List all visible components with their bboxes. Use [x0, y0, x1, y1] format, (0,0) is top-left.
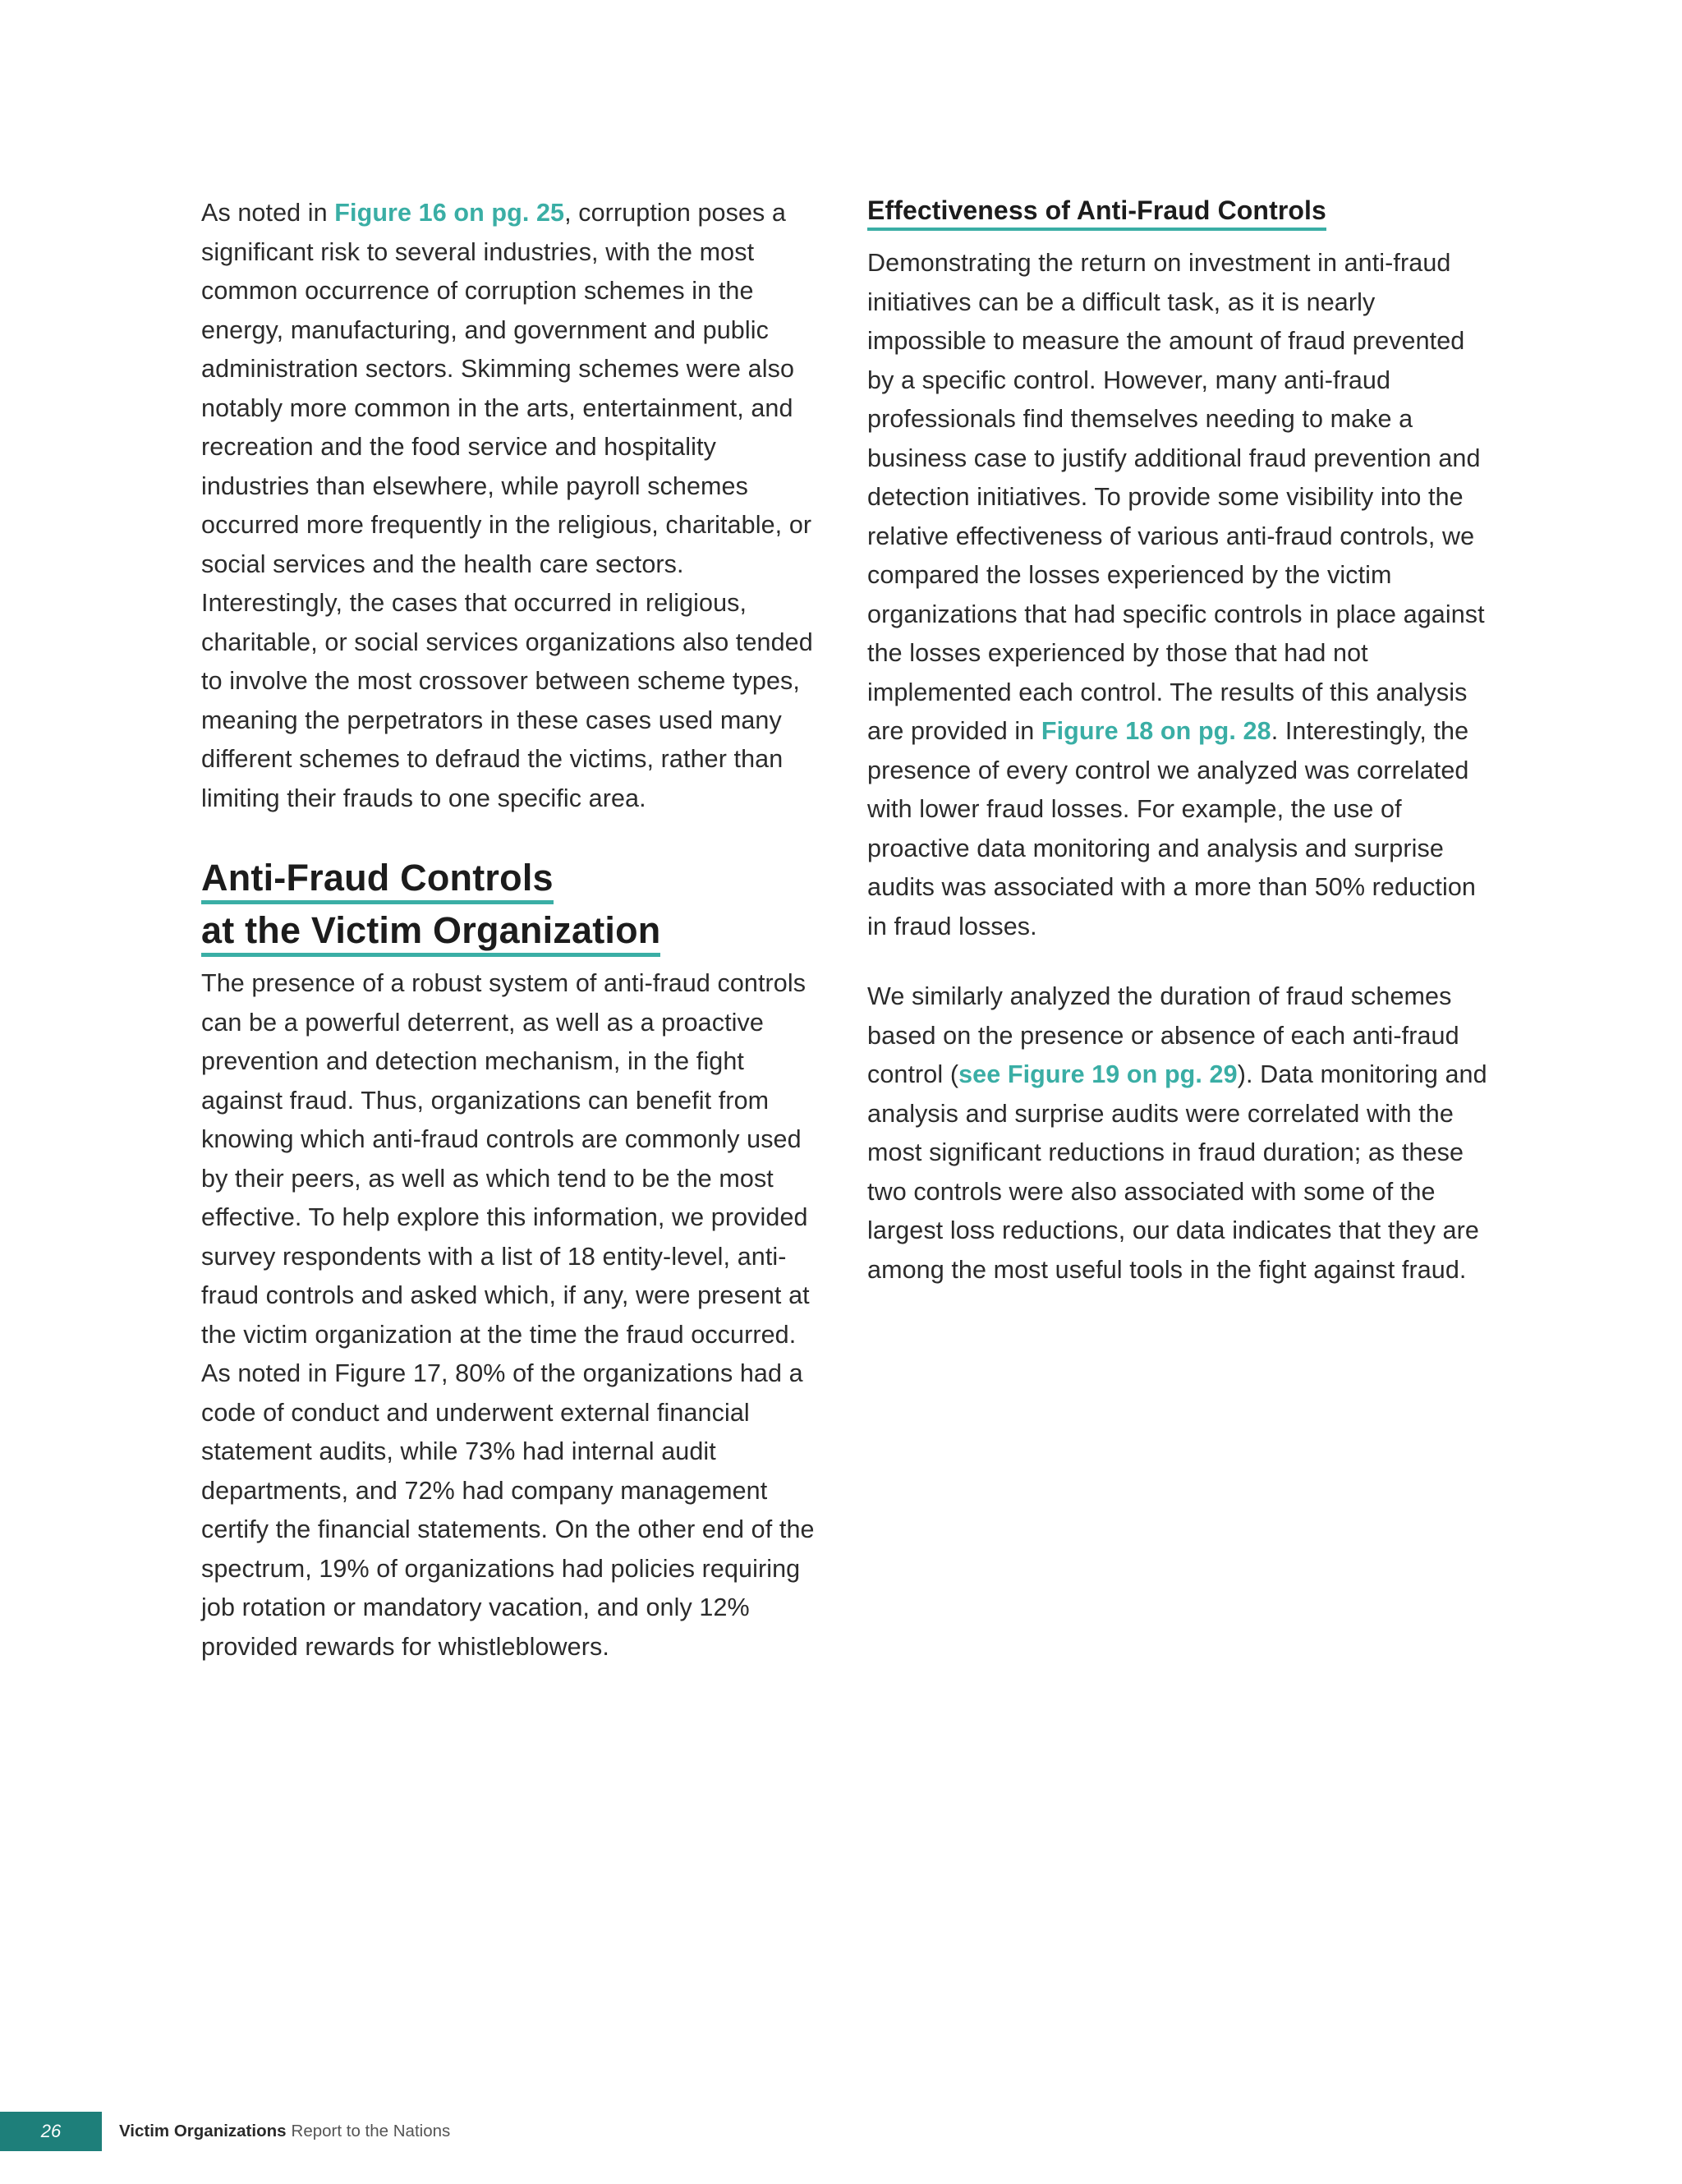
page-footer — [0, 2112, 575, 2151]
effectiveness-paragraph-2-prefix: We similarly analyzed the duration of fraud schemes based on the presence or absence of each anti-fraud control ( — [867, 982, 1459, 1088]
figure-18-link[interactable]: Figure 18 on pg. 28 — [1041, 717, 1271, 745]
footer-section-name: Victim Organizations — [119, 2122, 287, 2140]
effectiveness-paragraph-1-suffix: . Interestingly, the presence of every control we analyzed was correlated with lower fraud losses. For example, the use of proactive data monitoring and analysis and surprise audits was associated with a more than 50% reduction in fraud losses. — [867, 717, 1476, 940]
right-column — [867, 194, 1491, 1290]
footer-report-title: Report to the Nations — [291, 2122, 451, 2140]
effectiveness-paragraph-1-prefix: Demonstrating the return on investment in anti-fraud initiatives can be a difficult task, as it is nearly impossible to measure the amount of fraud prevented by a specific control. However, many anti-fraud professionals find themselves needing to make a business case to justify additional fraud prevention and detection initiatives. To provide some visibility into the relative effectiveness of various anti-fraud controls, we compared the losses experienced by the victim organizations that had specific controls in place against the losses experienced by those that had not implemented each control. The results of this analysis are provided in — [867, 249, 1485, 745]
page-number-badge: 26 — [0, 2112, 102, 2151]
effectiveness-subheading-text: Effectiveness of Anti-Fraud Controls — [867, 194, 1326, 231]
section-heading-line-2: at the Victim Organization — [201, 909, 660, 957]
section-heading — [201, 854, 830, 959]
section-heading-line-1: Anti-Fraud Controls — [201, 857, 554, 904]
effectiveness-subheading — [867, 194, 1491, 231]
footer-running-title — [119, 2112, 450, 2151]
left-column — [201, 194, 830, 1667]
figure-19-link[interactable]: see Figure 19 on pg. 29 — [958, 1060, 1238, 1088]
intro-paragraph — [201, 194, 830, 818]
effectiveness-paragraph-2 — [867, 977, 1491, 1290]
intro-paragraph-suffix: , corruption poses a significant risk to several industries, with the most common occurrence of corruption schemes in the energy, manufacturing, and government and public administration sectors. Skimming schemes were also notably more common in the arts, entertainment, and recreation and the food service and hospitality industries than elsewhere, while payroll schemes occurred more frequently in the religious, charitable, or social services and the health care sectors. Interestingly, the cases that occurred in religious, charitable, or social services organizations also tended to involve the most crossover between scheme types, meaning the perpetrators in these cases used many different schemes to defraud the victims, rather than limiting their frauds to one specific area. — [201, 199, 813, 812]
intro-paragraph-prefix: As noted in — [201, 199, 335, 227]
effectiveness-paragraph-2-suffix: ). Data monitoring and analysis and surprise audits were correlated with the most significant reductions in fraud duration; as these two controls were also associated with some of the largest loss reductions, our data indicates that they are among the most useful tools in the fight against fraud. — [867, 1060, 1487, 1284]
section-paragraph: The presence of a robust system of anti-fraud controls can be a powerful deterrent, as well as a proactive prevention and detection mechanism, in the fight against fraud. Thus, organizations can benefit from knowing which anti-fraud controls are commonly used by their peers, as well as which tend to be the most effective. To help explore this information, we provided survey respondents with a list of 18 entity-level, anti-fraud controls and asked which, if any, were present at the victim organization at the time the fraud occurred. As noted in Figure 17, 80% of the organizations had a code of conduct and underwent external financial statement audits, while 73% had internal audit departments, and 72% had company management certify the financial statements. On the other end of the spectrum, 19% of organizations had policies requiring job rotation or mandatory vacation, and only 12% provided rewards for whistleblowers. — [201, 969, 815, 1661]
figure-16-link[interactable]: Figure 16 on pg. 25 — [334, 199, 565, 227]
effectiveness-paragraph-1 — [867, 244, 1491, 946]
